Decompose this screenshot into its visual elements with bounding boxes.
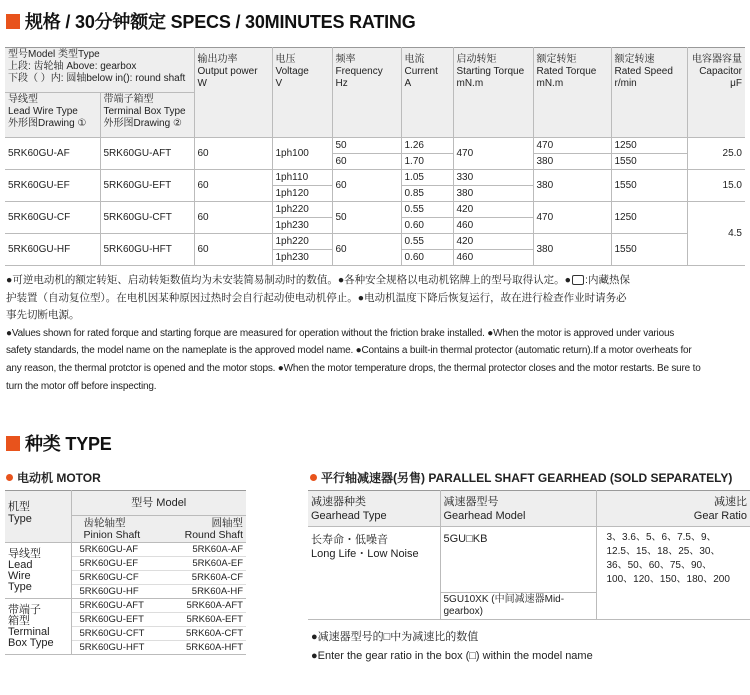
cell-line: 1ph100 xyxy=(275,147,309,159)
lead-wire-model: 5RK60GU-AF xyxy=(5,138,100,170)
table-row xyxy=(5,599,246,613)
thermal-protector-icon xyxy=(572,275,584,285)
cell-line: Current xyxy=(404,66,438,77)
cell-line: 下段（ ）内: 圆轴below in(): round shaft xyxy=(8,73,186,84)
header-start-torque xyxy=(453,48,533,138)
cell-line: 电流 xyxy=(404,54,425,65)
section-square-icon xyxy=(6,14,20,29)
round-model: 5RK60A-AF xyxy=(158,543,246,557)
header-pinion xyxy=(71,516,158,543)
cell-line: 启动转矩 xyxy=(456,54,497,65)
header-voltage xyxy=(272,48,332,138)
cell-line: 1550 xyxy=(614,243,637,255)
table-cell xyxy=(611,202,687,234)
table-cell xyxy=(611,170,687,202)
pinion-model: 5RK60GU-EFT xyxy=(71,613,158,627)
mid-gearbox-model: 5GU10XK (中间减速器Mid-gearbox) xyxy=(440,593,596,620)
cell-line: 50 xyxy=(335,211,347,223)
cell-line: 0.55 xyxy=(402,234,453,250)
table-row xyxy=(5,170,745,202)
cell-line: 470 xyxy=(456,147,474,159)
cell-line: Lead xyxy=(8,559,33,571)
cell-line: 470 xyxy=(536,211,554,223)
cell-line: 型号Model 类型Type xyxy=(8,49,100,60)
table-cell xyxy=(272,234,332,266)
header-model-type xyxy=(5,48,194,93)
note-line: 事先切断电源。 xyxy=(6,309,80,321)
specs-section-title xyxy=(6,8,416,34)
header-gear-model xyxy=(440,491,596,527)
table-cell xyxy=(401,234,453,266)
cell-line: 输出功率 xyxy=(197,54,238,65)
cell-line: 1ph230 xyxy=(275,252,309,263)
cell-line: 1ph220 xyxy=(273,202,332,218)
header-kind xyxy=(5,491,71,543)
round-model: 5RK60A-AFT xyxy=(158,599,246,613)
gear-note-line: ●Enter the gear ratio in the box (□) within the model name xyxy=(311,650,593,662)
table-cell xyxy=(272,170,332,202)
table-row xyxy=(5,202,745,234)
table-cell xyxy=(533,234,611,266)
output-value: 60 xyxy=(194,202,272,234)
lead-wire-model: 5RK60GU-HF xyxy=(5,234,100,266)
cell-line: Starting Torque xyxy=(456,66,525,77)
header-gear-type xyxy=(308,491,440,527)
note-line: 护装置（自动复位型）。在电机因某种原因过热时会自行起动使电动机停止。●电动机温度下降后恢复运行，故在进行检查作业时请务必 xyxy=(6,291,627,304)
cell-line: mN.m xyxy=(536,78,564,89)
cell-line: Terminal Box Type xyxy=(103,106,186,117)
cell-line: 电压 xyxy=(275,54,296,65)
table-row xyxy=(308,527,750,593)
cell-line: Round Shaft xyxy=(184,529,243,541)
pinion-model: 5RK60GU-CF xyxy=(71,571,158,585)
cell-line: Gearhead Type xyxy=(311,510,387,522)
cell-line: Voltage xyxy=(275,66,309,77)
gear-type-value xyxy=(308,527,440,620)
cell-line: 380 xyxy=(536,179,554,191)
pinion-model: 5RK60GU-HFT xyxy=(71,641,158,655)
table-cell xyxy=(533,138,611,170)
gear-ratio-values xyxy=(596,527,750,620)
header-round xyxy=(158,516,246,543)
round-model: 5RK60A-CFT xyxy=(158,627,246,641)
cell-line: 420 xyxy=(454,234,533,250)
cell-line: 60 xyxy=(335,156,347,167)
section-square-icon xyxy=(6,436,20,451)
specs-header-row xyxy=(5,48,745,93)
motor-header-row xyxy=(5,491,246,516)
round-model: 5RK60A-EFT xyxy=(158,613,246,627)
gear-header-row xyxy=(308,491,750,527)
cell-line: 380 xyxy=(536,156,554,167)
cell-line: W xyxy=(197,78,207,89)
pinion-model: 5RK60GU-AFT xyxy=(71,599,158,613)
cell-line: A xyxy=(404,78,412,89)
bullet-dot-icon xyxy=(6,474,13,481)
type-group-label xyxy=(5,599,71,655)
cell-line: μF xyxy=(730,78,742,89)
terminal-box-model: 5RK60GU-EFT xyxy=(100,170,194,202)
cell-line: r/min xyxy=(614,78,637,89)
cell-line: 1550 xyxy=(614,156,637,167)
table-cell xyxy=(401,170,453,202)
cell-line: 导线型 xyxy=(8,94,38,105)
cell-line: 圆轴型 xyxy=(211,517,243,529)
capacitor-value: 4.5 xyxy=(687,202,745,266)
cell-line: 0.60 xyxy=(404,220,424,231)
cell-line: 带端子 xyxy=(8,604,41,616)
cell-line: 460 xyxy=(456,252,474,263)
cell-line: Gear Ratio xyxy=(693,510,747,522)
table-cell xyxy=(453,234,533,266)
cell-line: 12.5、15、18、25、30、 xyxy=(606,546,721,557)
cell-line: 外形图Drawing ② xyxy=(103,118,182,129)
lead-wire-model: 5RK60GU-EF xyxy=(5,170,100,202)
cell-line: 1250 xyxy=(612,138,687,154)
header-lead-wire xyxy=(5,93,100,138)
output-value: 60 xyxy=(194,170,272,202)
header-current xyxy=(401,48,453,138)
cell-line: V xyxy=(275,78,283,89)
table-cell xyxy=(332,202,401,234)
capacitor-value: 25.0 xyxy=(687,138,745,170)
pinion-model: 5RK60GU-AF xyxy=(71,543,158,557)
cell-line: 带端子箱型 xyxy=(103,94,154,105)
cell-line: 机型 xyxy=(8,501,30,513)
cell-line: 1ph110 xyxy=(273,170,332,186)
table-row xyxy=(5,234,745,266)
table-cell xyxy=(611,234,687,266)
table-row xyxy=(5,138,745,170)
cell-line: Type xyxy=(8,581,32,593)
cell-line: Terminal xyxy=(8,626,50,638)
header-capacitor xyxy=(687,48,745,138)
cell-line: 减速器种类 xyxy=(311,496,366,508)
cell-line: 减速器型号 xyxy=(443,496,499,508)
lead-wire-model: 5RK60GU-CF xyxy=(5,202,100,234)
table-cell xyxy=(401,202,453,234)
table-cell xyxy=(533,170,611,202)
note-text: ●可逆电动机的额定转矩、启动转矩数值均为未安装简易制动时的数值。●各种安全规格以电动机铭牌上的型号取得认定。● xyxy=(6,274,572,286)
bullet-dot-icon xyxy=(310,474,317,481)
cell-line: 1250 xyxy=(614,211,637,223)
output-value: 60 xyxy=(194,138,272,170)
table-cell xyxy=(453,202,533,234)
cell-line: Lead Wire Type xyxy=(8,106,78,117)
table-cell xyxy=(533,202,611,234)
pinion-model: 5RK60GU-CFT xyxy=(71,627,158,641)
cell-line: 上段: 齿轮轴 Above: gearbox xyxy=(8,61,137,72)
cell-line: 电容器容量 xyxy=(692,54,742,65)
header-rated-speed xyxy=(611,48,687,138)
round-model: 5RK60A-CF xyxy=(158,571,246,585)
gearhead-notes xyxy=(311,628,593,666)
cell-line: 减速比 xyxy=(714,496,747,508)
cell-line: 380 xyxy=(536,243,554,255)
cell-line: 外形图Drawing ① xyxy=(8,118,87,129)
cell-line: 50 xyxy=(333,138,401,154)
round-model: 5RK60A-HF xyxy=(158,585,246,599)
cell-line: 频率 xyxy=(335,54,356,65)
note-line xyxy=(6,272,746,290)
pinion-model: 5RK60GU-EF xyxy=(71,557,158,571)
cell-line: 额定转矩 xyxy=(536,54,577,65)
cell-line: Type xyxy=(8,513,32,525)
cell-line: 420 xyxy=(454,202,533,218)
gear-note-line: ●减速器型号的□中为减速比的数值 xyxy=(311,631,479,643)
note-line: ●Values shown for rated forque and starting forque are measured for operation without the friction brake installed. ●When the motor is approved under various xyxy=(6,327,675,339)
specs-table xyxy=(5,47,745,266)
table-cell xyxy=(272,138,332,170)
cell-line: 导线型 xyxy=(8,548,41,560)
header-rated-torque xyxy=(533,48,611,138)
cell-line: 470 xyxy=(534,138,611,154)
type-group-label xyxy=(5,543,71,599)
cell-line: Pinion Shaft xyxy=(83,529,141,541)
round-model: 5RK60A-HFT xyxy=(158,641,246,655)
cell-line: 1550 xyxy=(614,179,637,191)
table-cell xyxy=(453,170,533,202)
table-cell xyxy=(332,234,401,266)
terminal-box-model: 5RK60GU-AFT xyxy=(100,138,194,170)
cell-line: 0.55 xyxy=(402,202,453,218)
table-cell xyxy=(401,138,453,170)
header-model: 型号 Model xyxy=(71,491,246,516)
cell-line: Gearhead Model xyxy=(443,510,526,522)
cell-line: Capacitor xyxy=(699,66,742,77)
cell-line: 100、120、150、180、200 xyxy=(606,574,730,585)
cell-line: 1.26 xyxy=(402,138,453,154)
note-line: turn the motor off before inspecting. xyxy=(6,380,157,392)
cell-line: Output power xyxy=(197,66,258,77)
cell-line: 0.60 xyxy=(404,252,424,263)
cell-line: 额定转速 xyxy=(614,54,655,65)
gearhead-table xyxy=(308,490,750,620)
cell-line: 36、50、60、75、90、 xyxy=(606,560,713,571)
cell-line: Rated Speed xyxy=(614,66,673,77)
cell-line: 长寿命・低噪音 xyxy=(311,534,388,546)
table-cell xyxy=(611,138,687,170)
cell-line: 箱型 xyxy=(8,615,30,627)
type-title-text: 种类 TYPE xyxy=(25,434,112,454)
cell-line: Box Type xyxy=(8,637,54,649)
cell-line: 60 xyxy=(335,179,347,191)
cell-line: 460 xyxy=(456,220,474,231)
table-cell xyxy=(332,138,401,170)
cell-line: 330 xyxy=(454,170,533,186)
cell-line: 1.70 xyxy=(404,156,424,167)
round-model: 5RK60A-EF xyxy=(158,557,246,571)
note-text: :内藏热保 xyxy=(585,274,630,286)
cell-line: 380 xyxy=(456,188,474,199)
gearhead-subtitle xyxy=(310,469,732,486)
gearhead-subtitle-text: 平行轴减速器(另售) PARALLEL SHAFT GEARHEAD (SOLD SEPARATELY) xyxy=(321,471,733,485)
note-line: safety standards, the model name on the nameplate is the approved model name. ●Contains a built-in thermal protector (automatic return).If a motor overheats for xyxy=(6,345,692,357)
specs-title-text: 规格 / 30分钟额定 SPECS / 30MINUTES RATING xyxy=(25,12,416,32)
motor-table xyxy=(5,490,246,655)
motor-subtitle xyxy=(6,469,101,486)
cell-line: Frequency xyxy=(335,66,383,77)
note-line: any reason, the thermal protctor is opened and the motor stops. ●When the motor temperature drops, the thermal protector closes and the motor restarts. Be sure to xyxy=(6,363,701,375)
gear-model-value: 5GU□KB xyxy=(440,527,596,593)
cell-line: 60 xyxy=(335,243,347,255)
pinion-model: 5RK60GU-HF xyxy=(71,585,158,599)
table-row xyxy=(5,543,246,557)
cell-line: Long Life・Low Noise xyxy=(311,548,419,560)
header-output xyxy=(194,48,272,138)
cell-line: Wire xyxy=(8,570,31,582)
header-terminal-box xyxy=(100,93,194,138)
terminal-box-model: 5RK60GU-CFT xyxy=(100,202,194,234)
cell-line: 0.85 xyxy=(404,188,424,199)
cell-line: 1ph230 xyxy=(275,220,309,231)
cell-line: Hz xyxy=(335,78,348,89)
cell-line: 齿轮轴型 xyxy=(83,517,126,529)
type-section-title xyxy=(6,430,112,456)
cell-line: 1.05 xyxy=(402,170,453,186)
table-cell xyxy=(272,202,332,234)
table-cell xyxy=(332,170,401,202)
header-frequency xyxy=(332,48,401,138)
cell-line: 1ph120 xyxy=(275,188,309,199)
terminal-box-model: 5RK60GU-HFT xyxy=(100,234,194,266)
cell-line: mN.m xyxy=(456,78,484,89)
output-value: 60 xyxy=(194,234,272,266)
capacitor-value: 15.0 xyxy=(687,170,745,202)
motor-subtitle-text: 电动机 MOTOR xyxy=(17,471,101,485)
table-cell xyxy=(453,138,533,170)
cell-line: 3、3.6、5、6、7.5、9、 xyxy=(606,532,717,543)
cell-line: 1ph220 xyxy=(273,234,332,250)
header-gear-ratio xyxy=(596,491,750,527)
cell-line: Rated Torque xyxy=(536,66,597,77)
specs-notes xyxy=(6,272,746,396)
